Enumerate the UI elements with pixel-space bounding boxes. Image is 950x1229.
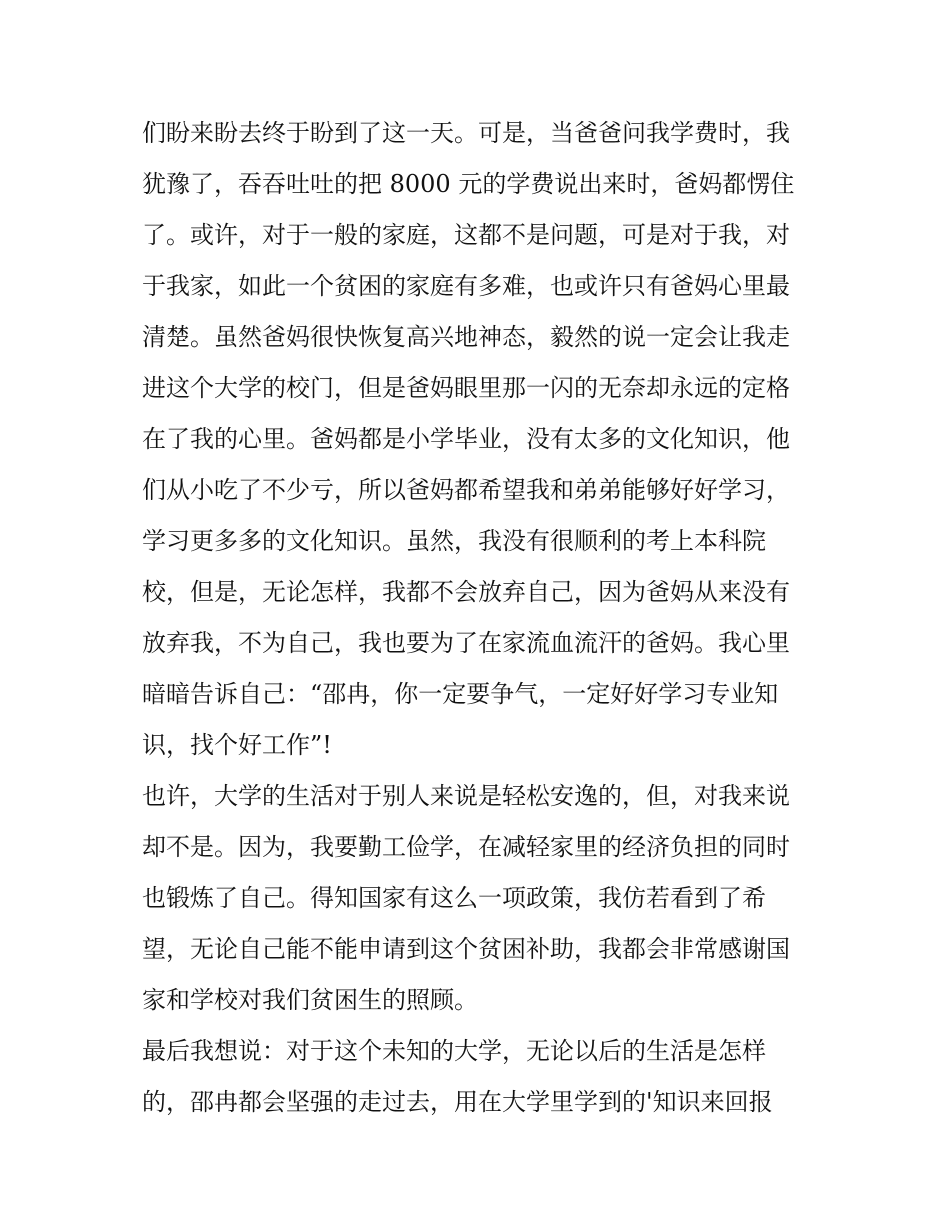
text-line: 却不是。因为，我要勤工俭学，在减轻家里的经济负担的同时 xyxy=(142,833,790,861)
text-line: 学习更多多的文化知识。虽然，我没有很顺利的考上本科院 xyxy=(142,527,766,555)
text-line: 的，邵冉都会坚强的走过去，用在大学里学到的'知识来回报 xyxy=(142,1088,773,1116)
text-line: 进这个大学的校门，但是爸妈眼里那一闪的无奈却永远的定格 xyxy=(142,374,790,402)
text-line: 犹豫了，吞吞吐吐的把 8000 元的学费说出来时，爸妈都愣住 xyxy=(142,170,795,198)
text-line: 暗暗告诉自己：“邵冉，你一定要争气，一定好好学习专业知 xyxy=(142,680,779,708)
text-line: 放弃我，不为自己，我也要为了在家流血流汗的爸妈。我心里 xyxy=(142,629,790,657)
text-line: 了。或许，对于一般的家庭，这都不是问题，可是对于我，对 xyxy=(142,221,790,249)
text-line: 最后我想说：对于这个未知的大学，无论以后的生活是怎样 xyxy=(142,1037,766,1065)
text-line: 家和学校对我们贫困生的照顾。 xyxy=(142,986,478,1014)
text-line: 于我家，如此一个贫困的家庭有多难，也或许只有爸妈心里最 xyxy=(142,272,790,300)
text-line: 也许，大学的生活对于别人来说是轻松安逸的，但，对我来说 xyxy=(142,782,790,810)
text-line: 们从小吃了不少亏，所以爸妈都希望我和弟弟能够好好学习， xyxy=(142,476,790,504)
text-line: 望，无论自己能不能申请到这个贫困补助，我都会非常感谢国 xyxy=(142,935,790,963)
text-line: 在了我的心里。爸妈都是小学毕业，没有太多的文化知识，他 xyxy=(142,425,790,453)
body-text xyxy=(142,108,832,1128)
text-line: 识，找个好工作”! xyxy=(142,731,332,759)
text-line: 清楚。虽然爸妈很快恢复高兴地神态，毅然的说一定会让我走 xyxy=(142,323,790,351)
text-line: 们盼来盼去终于盼到了这一天。可是，当爸爸问我学费时，我 xyxy=(142,119,790,147)
text-line: 也锻炼了自己。得知国家有这么一项政策，我仿若看到了希 xyxy=(142,884,766,912)
text-line: 校，但是，无论怎样，我都不会放弃自己，因为爸妈从来没有 xyxy=(142,578,790,606)
